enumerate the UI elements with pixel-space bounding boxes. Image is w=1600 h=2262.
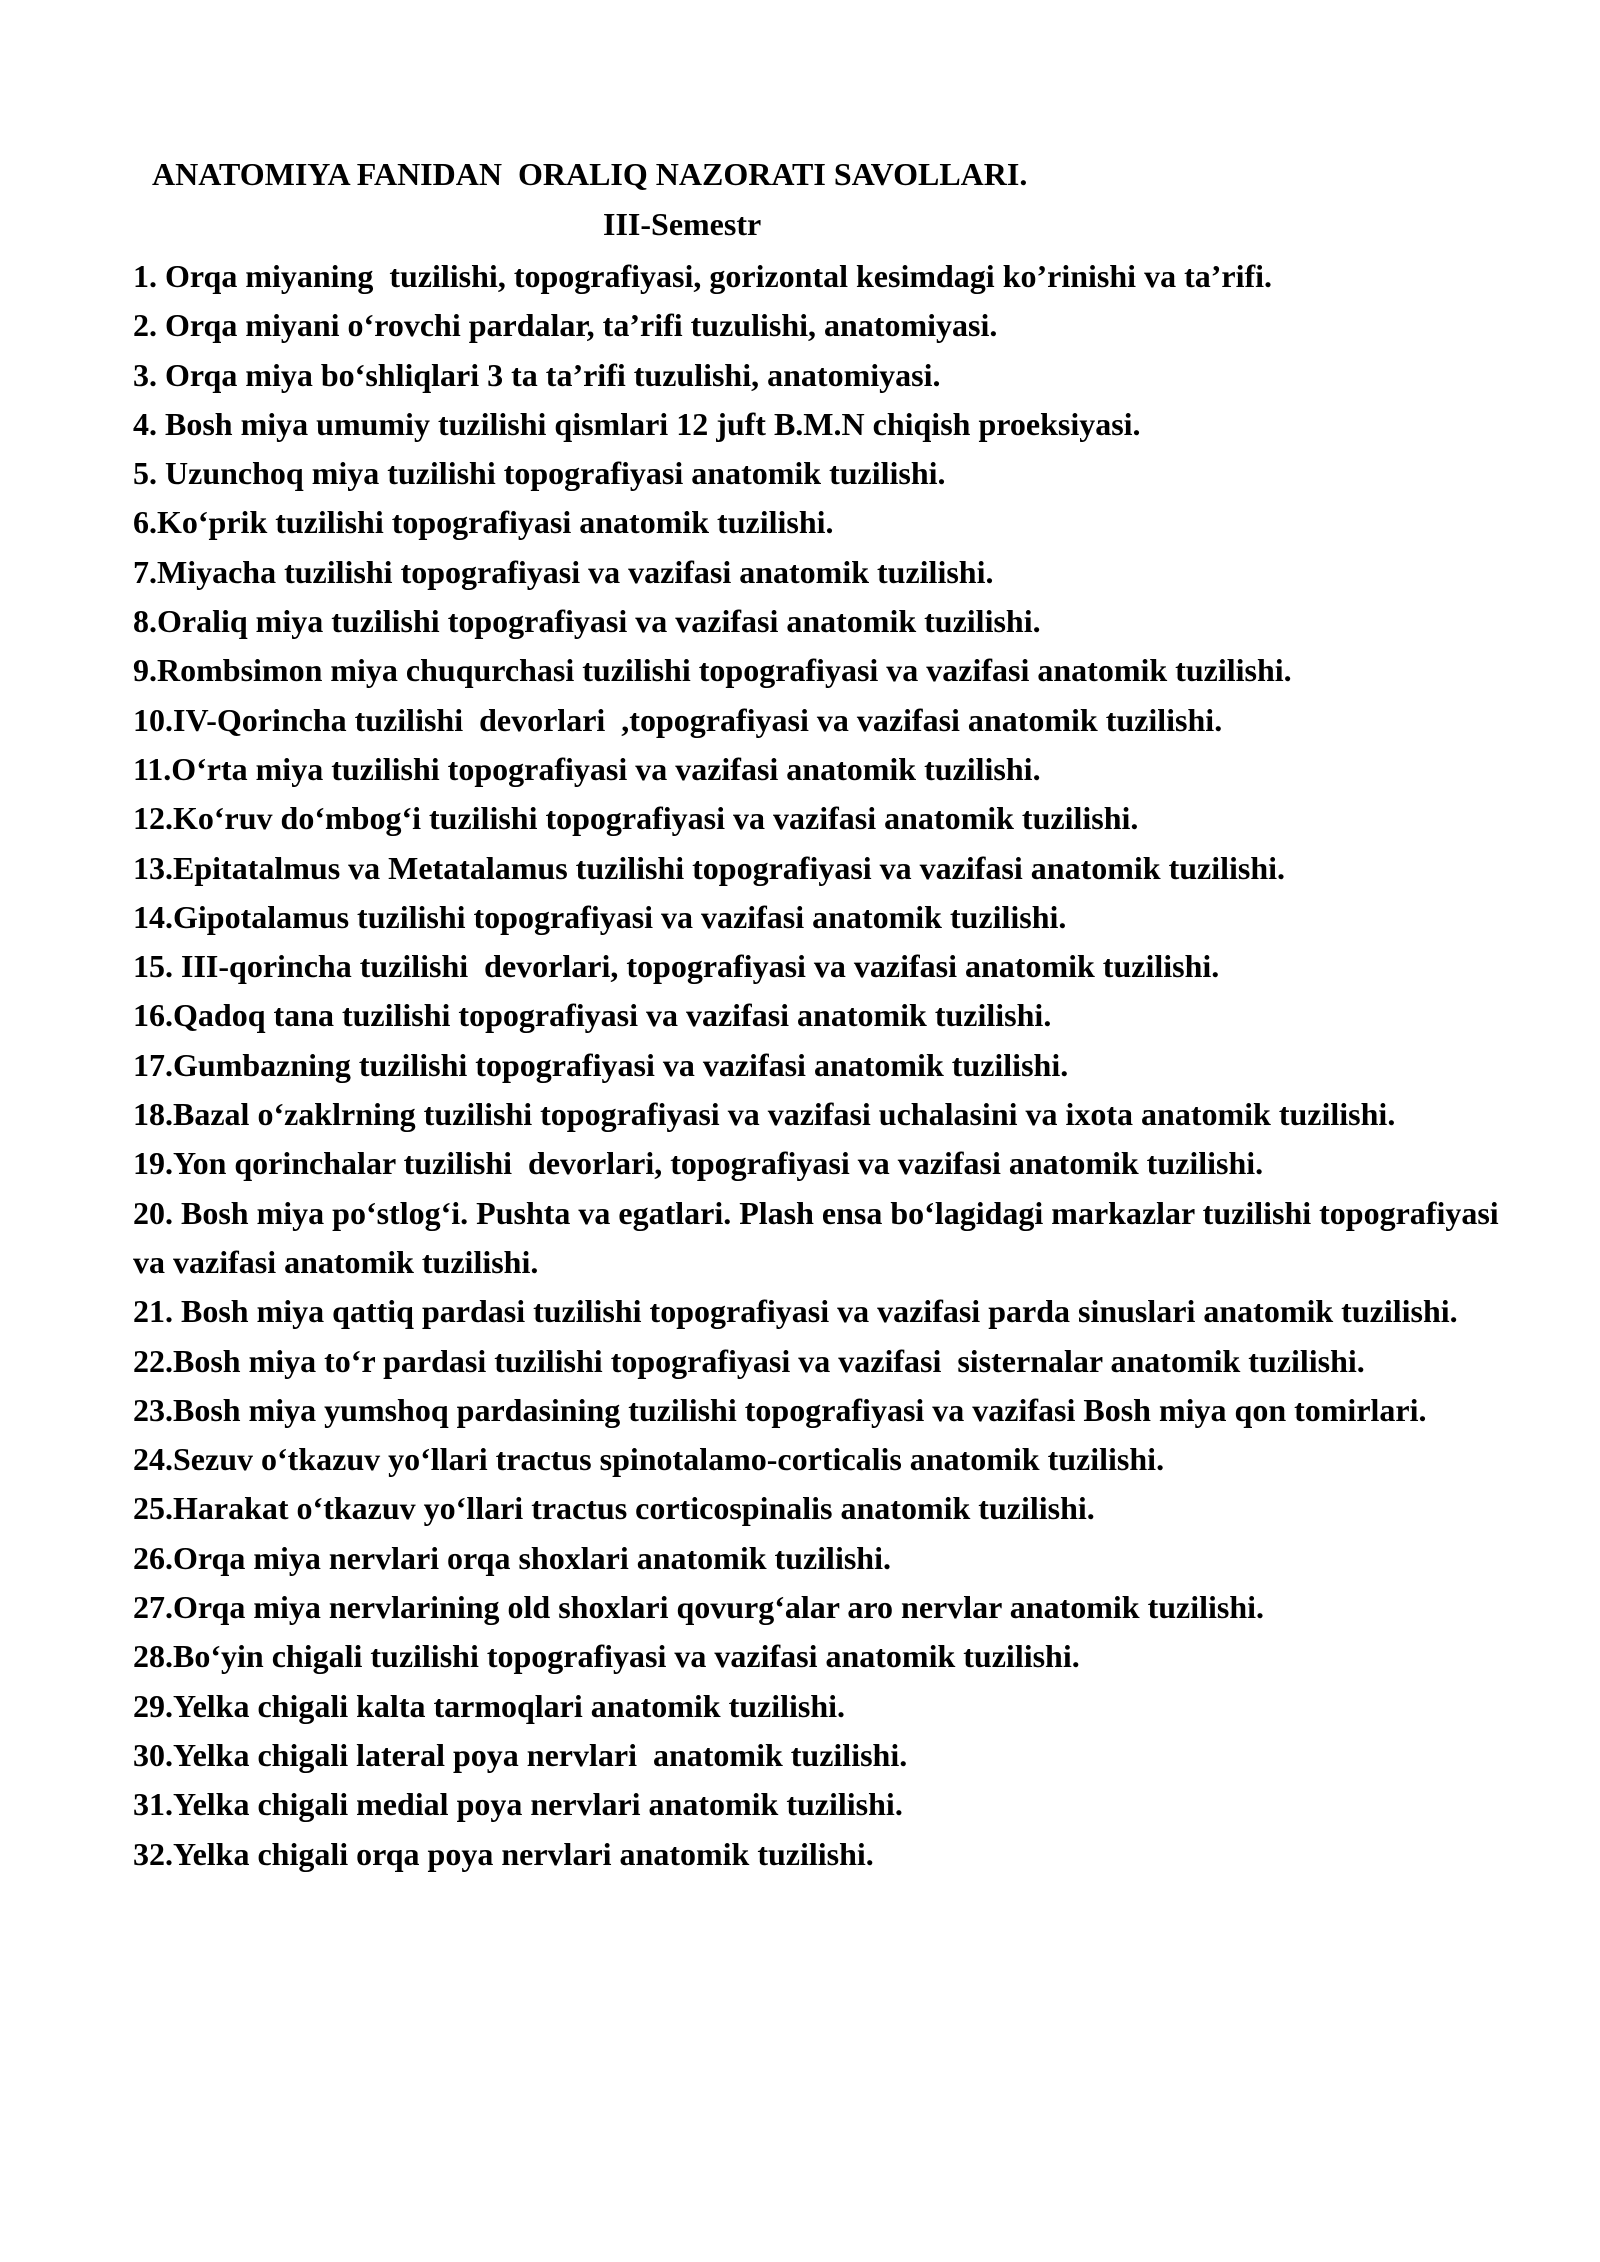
question-item: 15. III-qorincha tuzilishi devorlari, topografiyasi va vazifasi anatomik tuzilishi.	[133, 948, 1220, 985]
question-item: 17.Gumbazning tuzilishi topografiyasi va vazifasi anatomik tuzilishi.	[133, 1046, 1069, 1083]
question-item: 2. Orqa miyani o‘rovchi pardalar, ta’rifi tuzulishi, anatomiyasi.	[133, 307, 998, 344]
question-item: 16.Qadoq tana tuzilishi topografiyasi va vazifasi anatomik tuzilishi.	[133, 997, 1052, 1034]
question-item: 29.Yelka chigali kalta tarmoqlari anatomik tuzilishi.	[133, 1687, 846, 1724]
question-item: 30.Yelka chigali lateral poya nervlari anatomik tuzilishi.	[133, 1736, 908, 1773]
question-item: 9.Rombsimon miya chuqurchasi tuzilishi topografiyasi va vazifasi anatomik tuzilishi.	[133, 652, 1292, 689]
question-item: 32.Yelka chigali orqa poya nervlari anatomik tuzilishi.	[133, 1835, 874, 1872]
question-item: 1. Orqa miyaning tuzilishi, topografiyasi, gorizontal kesimdagi ko’rinishi va ta’rifi.	[133, 258, 1273, 294]
question-item: 3. Orqa miya bo‘shliqlari 3 ta ta’rifi tuzulishi, anatomiyasi.	[133, 356, 941, 393]
document-title: ANATOMIYA FANIDAN ORALIQ NAZORATI SAVOLLARI.	[152, 156, 1028, 192]
question-item: 8.Oraliq miya tuzilishi topografiyasi va vazifasi anatomik tuzilishi.	[133, 603, 1041, 640]
question-item: 23.Bosh miya yumshoq pardasining tuzilishi topografiyasi va vazifasi Bosh miya qon tomirlari.	[133, 1391, 1427, 1428]
question-item: 24.Sezuv o‘tkazuv yo‘llari tractus spinotalamo-corticalis anatomik tuzilishi.	[133, 1441, 1165, 1478]
question-item: 27.Orqa miya nervlarining old shoxlari qovurg‘alar aro nervlar anatomik tuzilishi.	[133, 1589, 1265, 1626]
question-item: 19.Yon qorinchalar tuzilishi devorlari, topografiyasi va vazifasi anatomik tuzilishi.	[133, 1145, 1264, 1182]
question-item: 13.Epitatalmus va Metatalamus tuzilishi topografiyasi va vazifasi anatomik tuzilishi.	[133, 849, 1286, 886]
question-item: 20. Bosh miya po‘stlog‘i. Pushta va egatlari. Plash ensa bo‘lagidagi markazlar tuzilishi topografiyasi va vazifasi anatomik tuzilishi.	[133, 1194, 1507, 1280]
question-item: 18.Bazal o‘zaklrning tuzilishi topografiyasi va vazifasi uchalasini va ixota anatomik tuzilishi.	[133, 1096, 1396, 1133]
question-item: 22.Bosh miya to‘r pardasi tuzilishi topografiyasi va vazifasi sisternalar anatomik tuzilishi.	[133, 1342, 1365, 1379]
question-item: 5. Uzunchoq miya tuzilishi topografiyasi anatomik tuzilishi.	[133, 455, 946, 492]
question-item: 10.IV-Qorincha tuzilishi devorlari ,topografiyasi va vazifasi anatomik tuzilishi.	[133, 701, 1223, 738]
question-item: 31.Yelka chigali medial poya nervlari anatomik tuzilishi.	[133, 1786, 903, 1823]
question-item: 21. Bosh miya qattiq pardasi tuzilishi topografiyasi va vazifasi parda sinuslari anatomik tuzilishi.	[133, 1293, 1458, 1330]
question-item: 6.Ko‘prik tuzilishi topografiyasi anatomik tuzilishi.	[133, 504, 834, 541]
question-list	[133, 252, 1523, 1879]
question-item: 12.Ko‘ruv do‘mbog‘i tuzilishi topografiyasi va vazifasi anatomik tuzilishi.	[133, 800, 1139, 837]
question-item: 11.O‘rta miya tuzilishi topografiyasi va vazifasi anatomik tuzilishi.	[133, 750, 1041, 787]
question-item: 28.Bo‘yin chigali tuzilishi topografiyasi va vazifasi anatomik tuzilishi.	[133, 1638, 1080, 1675]
question-item: 7.Miyacha tuzilishi topografiyasi va vazifasi anatomik tuzilishi.	[133, 553, 994, 590]
question-item: 14.Gipotalamus tuzilishi topografiyasi va vazifasi anatomik tuzilishi.	[133, 898, 1067, 935]
document-subtitle: III-Semestr	[603, 206, 762, 242]
question-item: 25.Harakat o‘tkazuv yo‘llari tractus corticospinalis anatomik tuzilishi.	[133, 1490, 1095, 1527]
question-item: 4. Bosh miya umumiy tuzilishi qismlari 12 juft B.M.N chiqish proeksiyasi.	[133, 405, 1141, 442]
question-item: 26.Orqa miya nervlari orqa shoxlari anatomik tuzilishi.	[133, 1539, 891, 1576]
